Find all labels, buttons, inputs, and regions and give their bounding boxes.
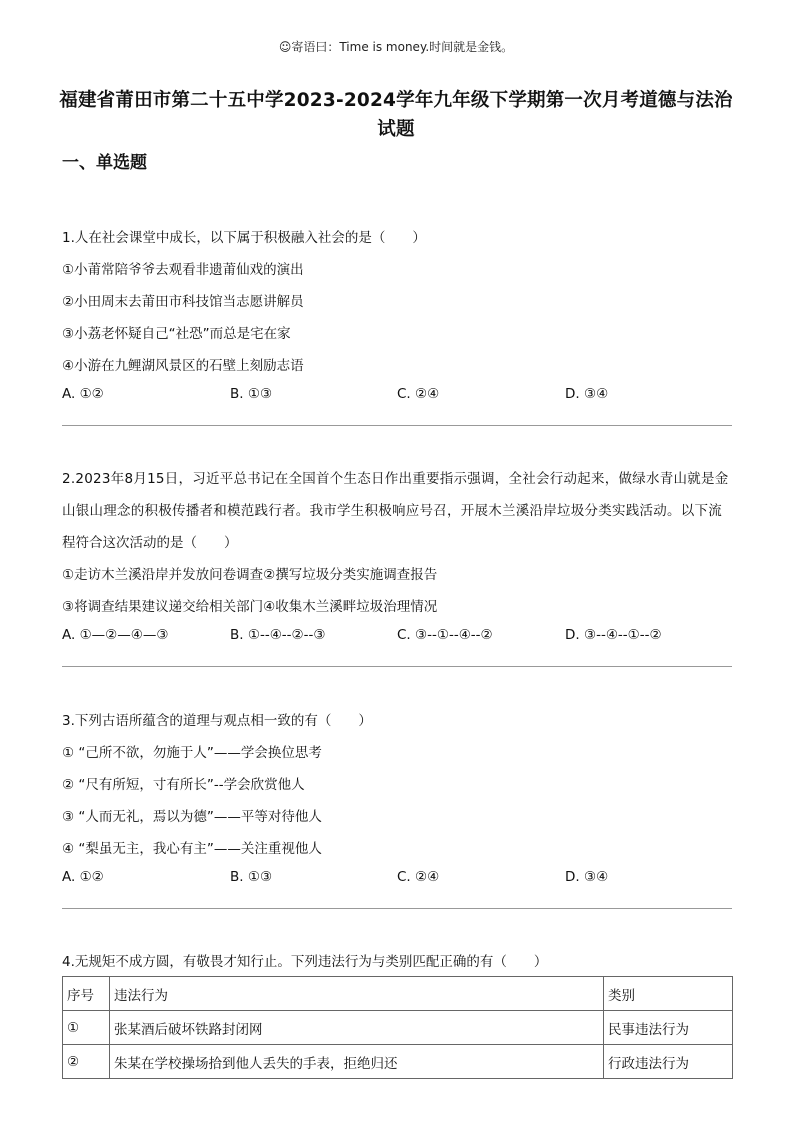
- divider: [62, 666, 732, 667]
- table-row: [63, 1011, 733, 1045]
- divider: [62, 425, 732, 426]
- q3-option-c[interactable]: C. ②④: [397, 869, 440, 885]
- motto: ☺寄语曰：Time is money.时间就是金钱。: [278, 40, 514, 54]
- q2-stem-line-2: 山银山理念的积极传播者和模范践行者。我市学生积极响应号召，开展木兰溪沿岸垃圾分类实践活动。以下流: [62, 503, 722, 519]
- title-line-2: 试题: [377, 119, 415, 140]
- cell-category: 行政违法行为: [604, 1045, 733, 1079]
- q1-item-2: ②小田周末去莆田市科技馆当志愿讲解员: [62, 294, 304, 310]
- section-heading: 一、单选题: [62, 153, 147, 173]
- q2-item-2: ③将调查结果建议递交给相关部门④收集木兰溪畔垃圾治理情况: [62, 599, 438, 615]
- q1-item-3: ③小荔老怀疑自己“社恐”而总是宅在家: [62, 326, 291, 342]
- q2-item-1: ①走访木兰溪沿岸并发放问卷调查②撰写垃圾分类实施调查报告: [62, 567, 438, 583]
- q3-item-1: ① “己所不欲，勿施于人”——学会换位思考: [62, 745, 322, 761]
- q2-stem-line-3: 程符合这次活动的是（ ）: [62, 535, 238, 551]
- q3-option-b[interactable]: B. ①③: [230, 869, 273, 885]
- divider: [62, 908, 732, 909]
- header-cell-behavior: 违法行为: [110, 977, 604, 1011]
- q2-option-b[interactable]: B. ①--④--②--③: [230, 627, 326, 643]
- table-header-row: [63, 977, 733, 1011]
- q1-stem: 1.人在社会课堂中成长，以下属于积极融入社会的是（ ）: [62, 230, 426, 246]
- table-row: [63, 1045, 733, 1079]
- header-cell-number: 序号: [63, 977, 110, 1011]
- q3-option-d[interactable]: D. ③④: [565, 869, 609, 885]
- q1-item-4: ④小游在九鲤湖风景区的石壁上刻励志语: [62, 358, 304, 374]
- q2-option-d[interactable]: D. ③--④--①--②: [565, 627, 662, 643]
- q2-stem-line-1: 2.2023年8月15日，习近平总书记在全国首个生态日作出重要指示强调，全社会行动起来，做绿水青山就是金: [62, 471, 729, 487]
- cell-behavior: 朱某在学校操场拾到他人丢失的手表，拒绝归还: [110, 1045, 604, 1079]
- q3-item-2: ② “尺有所短，寸有所长”--学会欣赏他人: [62, 777, 305, 793]
- q2-option-a[interactable]: A. ①—②—④—③: [62, 627, 169, 643]
- q1-option-c[interactable]: C. ②④: [397, 386, 440, 402]
- violation-table: [62, 976, 733, 1079]
- cell-category: 民事违法行为: [604, 1011, 733, 1045]
- q2-option-c[interactable]: C. ③--①--④--②: [397, 627, 493, 643]
- q3-option-a[interactable]: A. ①②: [62, 869, 104, 885]
- q1-option-b[interactable]: B. ①③: [230, 386, 273, 402]
- q1-option-d[interactable]: D. ③④: [565, 386, 609, 402]
- document-title: [40, 86, 752, 144]
- q1-option-a[interactable]: A. ①②: [62, 386, 104, 402]
- q4-stem: 4.无规矩不成方圆，有敬畏才知行止。下列违法行为与类别匹配正确的有（ ）: [62, 954, 548, 970]
- cell-behavior: 张某酒后破坏铁路封闭网: [110, 1011, 604, 1045]
- q3-item-3: ③ “人而无礼，焉以为德”——平等对待他人: [62, 809, 322, 825]
- cell-number: ②: [63, 1045, 110, 1079]
- cell-number: ①: [63, 1011, 110, 1045]
- q3-stem: 3.下列古语所蕴含的道理与观点相一致的有（ ）: [62, 713, 372, 729]
- q1-item-1: ①小莆常陪爷爷去观看非遗莆仙戏的演出: [62, 262, 304, 278]
- q3-item-4: ④ “梨虽无主，我心有主”——关注重视他人: [62, 841, 322, 857]
- title-line-1: 福建省莆田市第二十五中学2023-2024学年九年级下学期第一次月考道德与法治: [59, 90, 733, 111]
- header-cell-category: 类别: [604, 977, 733, 1011]
